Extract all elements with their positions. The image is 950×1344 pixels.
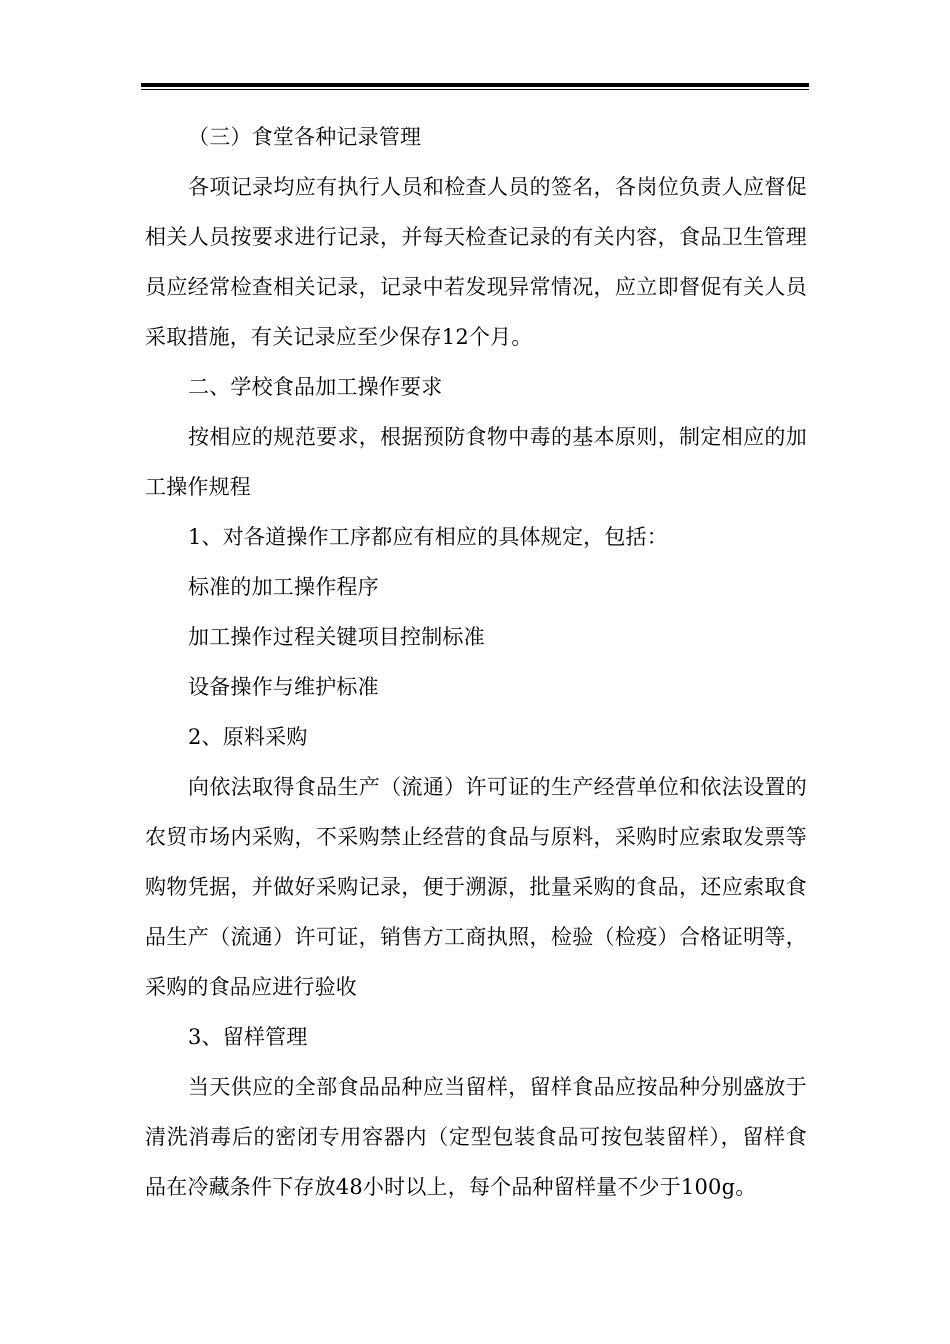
paragraph-records-management: 各项记录均应有执行人员和检查人员的签名，各岗位负责人应督促相关人员按要求进行记录，并每天检查记录的有关内容，食品卫生管理员应经常检查相关记录，记录中若发现异常情况，应立即督促有关人员采取措施，有关记录应至少保存12个月。 [145,175,807,349]
section-heading-processing: 二、学校食品加工操作要求 [188,375,443,399]
list-item-standard-procedure: 标准的加工操作程序 [188,575,379,599]
list-heading-sample-retention: 3、留样管理 [188,1025,308,1049]
list-heading-procedures: 1、对各道操作工序都应有相应的具体规定，包括： [188,525,668,549]
section-heading-records: （三）食堂各种记录管理 [188,125,422,149]
list-heading-purchasing: 2、原料采购 [188,725,308,749]
list-item-key-control: 加工操作过程关键项目控制标准 [188,625,485,649]
list-item-equipment: 设备操作与维护标准 [188,675,379,699]
header-rule-thin [141,89,809,90]
paragraph-sample-retention: 当天供应的全部食品品种应当留样，留样食品应按品种分别盛放于清洗消毒后的密闭专用容器内（定型包装食品可按包装留样），留样食品在冷藏条件下存放48小时以上，每个品种留样量不少于100g。 [145,1075,807,1199]
paragraph-purchasing: 向依法取得食品生产（流通）许可证的生产经营单位和依法设置的农贸市场内采购，不采购禁止经营的食品与原料，采购时应索取发票等购物凭据，并做好采购记录，便于溯源，批量采购的食品，还应索取食品生产（流通）许可证，销售方工商执照，检验（检疫）合格证明等，采购的食品应进行验收 [145,775,807,999]
document-body [145,112,807,1212]
header-rule-thick [141,83,809,87]
paragraph-processing-rules: 按相应的规范要求，根据预防食物中毒的基本原则，制定相应的加工操作规程 [145,425,807,499]
